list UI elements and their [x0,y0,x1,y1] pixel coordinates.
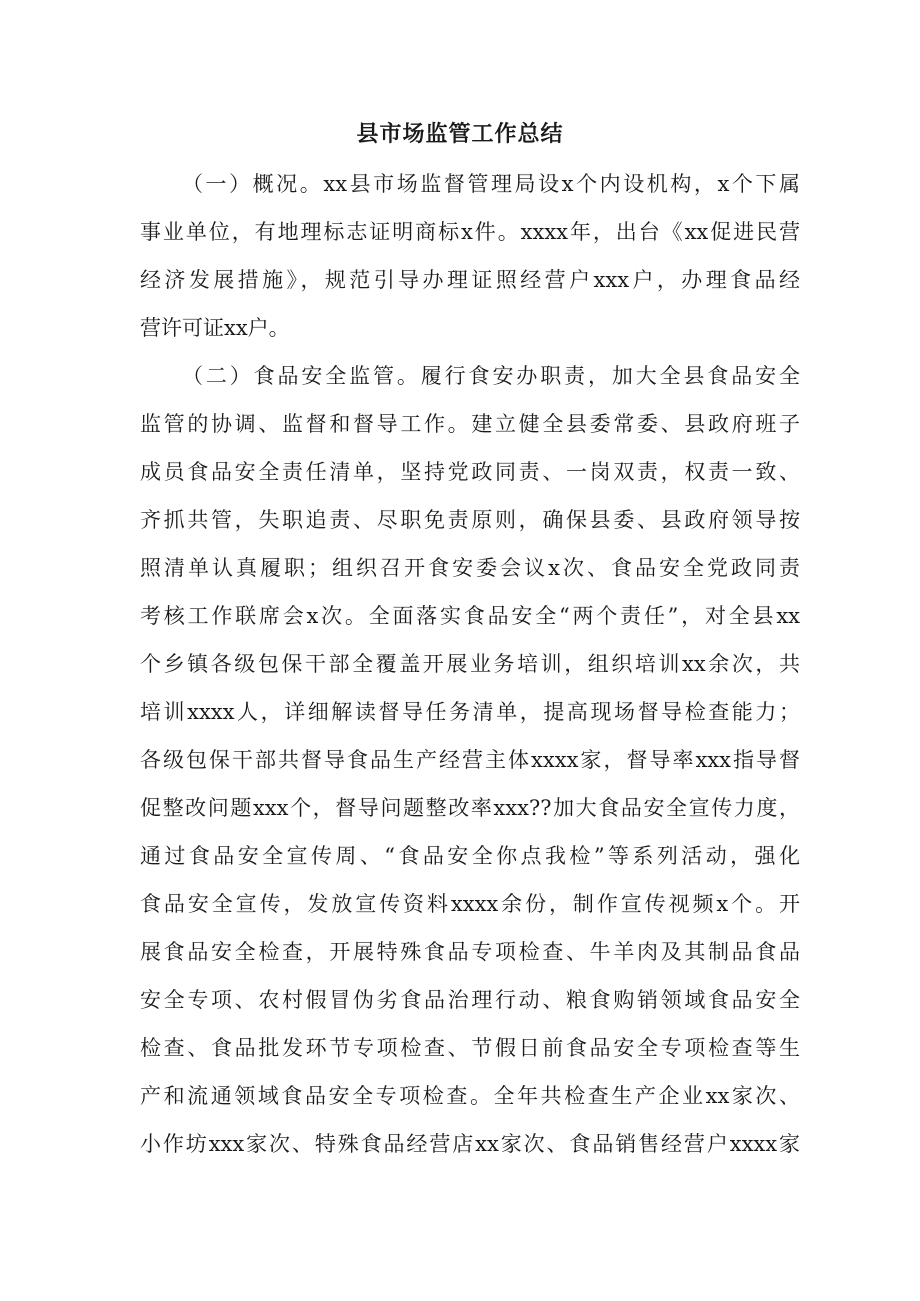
paragraph-line: 展食品安全检查，开展特殊食品专项检查、牛羊肉及其制品食品 [140,940,800,964]
paragraph-line: 营许可证xx户。 [140,316,290,340]
paragraph-line: 促整改问题xxx个，督导问题整改率xxx??加大食品安全宣传力度， [140,796,800,820]
paragraph-line: 监管的协调、监督和督导工作。建立健全县委常委、县政府班子 [140,412,800,436]
paragraph-line: 小作坊xxx家次、特殊食品经营店xx家次、食品销售经营户xxxx家 [140,1132,800,1156]
paragraph-line: 通过食品安全宣传周、“食品安全你点我检”等系列活动，强化 [140,844,800,868]
paragraph-line: 食品安全宣传，发放宣传资料xxxx余份，制作宣传视频x个。开 [140,892,800,916]
paragraph-line: 经济发展措施》，规范引导办理证照经营户xxx户，办理食品经 [140,268,800,292]
paragraph-line: 齐抓共管，失职追责、尽职免责原则，确保县委、县政府领导按 [140,508,800,532]
document-title: 县市场监管工作总结 [356,121,564,147]
paragraph-line: 事业单位，有地理标志证明商标x件。xxxx年，出台《xx促进民营 [140,220,800,244]
paragraph-food-safety [140,352,800,1168]
paragraph-line: 成员食品安全责任清单，坚持党政同责、一岗双责，权责一致、 [140,460,800,484]
paragraph-line: 照清单认真履职；组织召开食安委会议x次、食品安全党政同责 [140,556,800,580]
paragraph-line: （一）概况。xx县市场监督管理局设x个内设机构，x个下属 [182,172,800,196]
paragraph-line: 安全专项、农村假冒伪劣食品治理行动、粮食购销领域食品安全 [140,988,800,1012]
paragraph-line: 个乡镇各级包保干部全覆盖开展业务培训，组织培训xx余次，共 [140,652,800,676]
paragraph-line: 考核工作联席会x次。全面落实食品安全“两个责任”，对全县xx [140,604,800,628]
paragraph-line: 培训xxxx人，详细解读督导任务清单，提高现场督导检查能力； [140,700,800,724]
paragraph-line: 检查、食品批发环节专项检查、节假日前食品安全专项检查等生 [140,1036,800,1060]
paragraph-line: 产和流通领域食品安全专项检查。全年共检查生产企业xx家次、 [140,1084,800,1108]
paragraph-line: （二）食品安全监管。履行食安办职责，加大全县食品安全 [182,364,800,388]
paragraph-overview [140,160,800,352]
paragraph-line: 各级包保干部共督导食品生产经营主体xxxx家，督导率xxx指导督 [140,748,800,772]
